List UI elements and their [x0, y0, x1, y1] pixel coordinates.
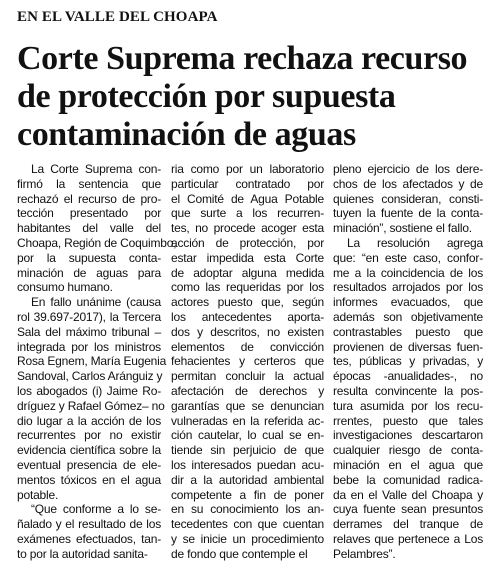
body-text-line: además son objetivamente	[333, 309, 483, 324]
body-text-line: Choapa, Región de Coquimbo,	[17, 235, 177, 250]
headline-line: de protección por supuesta	[17, 78, 396, 115]
body-text-line: permitan concluir la actual	[171, 369, 324, 384]
body-text-line: el Comité de Agua Potable	[171, 191, 324, 206]
body-text-line: pleno ejercicio de los dere-	[333, 162, 483, 176]
body-text-line: exámenes efectuados, tan-	[17, 531, 161, 546]
body-text-line: resultados arrojados por los	[333, 280, 483, 295]
body-text-line: derrames del tranque de	[333, 517, 483, 532]
body-text-line: rrentes, puesto que tales	[333, 413, 483, 428]
body-text-line: La Corte Suprema con-	[31, 162, 161, 176]
body-text-line: dir a la autoridad ambiental	[171, 472, 324, 487]
body-text-line: como las requeridas por los	[171, 280, 324, 295]
body-text-line: tuyen la fuente de la conta-	[333, 206, 483, 221]
body-text-line: Rosa Egnem, María Eugenia	[17, 354, 167, 369]
body-text-line: garantías que se denuncian	[171, 398, 324, 413]
body-text-line: ria como por un laboratorio	[171, 162, 324, 176]
body-text-line: habitantes del valle del	[17, 221, 161, 236]
body-text-line: que: “en este caso, confor-	[333, 250, 483, 265]
body-text-line: Sala del máximo tribunal –	[17, 324, 161, 339]
body-text-line: da en el Valle del Choapa y	[333, 487, 483, 502]
body-text-line: tes, no procede acoger esta	[171, 221, 324, 236]
section-kicker: EN EL VALLE DEL CHOAPA	[17, 9, 218, 25]
body-text-line: En fallo unánime (causa	[31, 295, 161, 310]
body-text-line: potable.	[17, 487, 59, 502]
body-text-line: competente a fin de poner	[171, 487, 324, 502]
body-text-line: “Que conforme a lo se-	[31, 502, 161, 517]
body-text-line: ción cautelar, lo cual se en-	[171, 428, 324, 443]
body-text-line: cualquier riesgo de conta-	[333, 443, 483, 458]
body-text-line: quienes consideran, consti-	[333, 191, 483, 206]
body-text-line: rol 39.697-2017), la Tercera	[17, 309, 161, 324]
body-text-line: los antecedentes aporta-	[171, 309, 324, 324]
body-text-line: vulneradas en la referida ac-	[171, 413, 324, 428]
body-text-line: tiende sin perjuicio de que	[171, 443, 324, 458]
body-text-line: investigaciones descartaron	[333, 428, 483, 443]
body-text-line: to por la autoridad sanita-	[17, 546, 148, 561]
body-text-line: elementos de convicción	[171, 339, 324, 354]
body-text-line: los interesados puedan acu-	[171, 457, 324, 472]
body-text-line: tecedentes con que cuentan	[171, 517, 324, 532]
headline	[17, 40, 482, 154]
body-text-line: particular contratado por	[171, 176, 324, 191]
body-text-line: recurrentes por no existir	[17, 428, 161, 443]
body-text-line: contrastables puesto que	[333, 324, 483, 339]
body-text-line: minación en el agua que	[333, 457, 483, 472]
body-text-line: que surte a los recurren-	[171, 206, 324, 221]
article-column-3	[333, 162, 483, 562]
body-text-line: actores puesto que, según	[171, 295, 324, 310]
body-text-line: épocas -anualidades-, no	[333, 369, 483, 384]
body-text-line: minación de aguas para	[17, 265, 161, 280]
body-text-line: afectación de derechos y	[171, 383, 324, 398]
body-text-line: cuya fuente sean presuntos	[333, 502, 483, 517]
body-text-line: integrada por los ministros	[17, 339, 161, 354]
body-text-line: informes evacuados, que	[333, 295, 483, 310]
body-text-line: evidencia científica sobre la	[17, 443, 161, 458]
body-text-line: bebe la comunidad radica-	[333, 472, 483, 487]
body-text-line: resulta convincente la pos-	[333, 383, 483, 398]
body-text-line: de adoptar alguna medida	[171, 265, 324, 280]
body-text-line: La resolución agrega	[347, 235, 483, 250]
body-text-line: tes, públicas y privadas, y	[333, 354, 483, 369]
body-text-line: por la supuesta conta-	[17, 250, 161, 265]
body-text-line: chos de los afectados y de	[333, 176, 483, 191]
body-text-line: consumo humano.	[17, 280, 113, 295]
body-text-line: fehacientes y certeros que	[171, 354, 324, 369]
body-text-line: minación”, sostiene el fallo.	[333, 221, 472, 236]
body-text-line: tura asumida por los recu-	[333, 398, 483, 413]
headline-line: contaminación de aguas	[17, 116, 356, 153]
body-text-line: acción de protección, por	[171, 235, 324, 250]
body-text-line: de fondo que contemple el	[171, 546, 308, 561]
body-text-line: firmó la sentencia que	[17, 176, 161, 191]
body-text-line: y se inicie un procedimiento	[171, 531, 324, 546]
body-text-line: dio lugar a la acción de los	[17, 413, 161, 428]
article-column-2	[171, 162, 324, 562]
body-text-line: eventual presencia de ele-	[17, 457, 161, 472]
body-text-line: los abogados (i) Jaime Ro-	[17, 383, 161, 398]
body-text-line: Sandoval, Carlos Aránguiz y	[17, 369, 163, 384]
headline-line: Corte Suprema rechaza recurso	[17, 40, 468, 77]
body-text-line: Pelambres”.	[333, 546, 396, 561]
article-column-1	[17, 162, 177, 562]
body-text-line: dríguez y Rafael Gómez– no	[17, 398, 165, 413]
body-text-line: en su conocimiento los an-	[171, 502, 324, 517]
body-text-line: tección presentado por	[17, 206, 161, 221]
body-text-line: relaves que pertenece a Los	[333, 531, 483, 546]
body-text-line: rechazó el recurso de pro-	[17, 191, 161, 206]
body-text-line: estar impedida esta Corte	[171, 250, 324, 265]
body-text-line: ñalado y el resultado de los	[17, 517, 161, 532]
body-text-line: dos y descritos, no existen	[171, 324, 324, 339]
body-text-line: mentos tóxicos en el agua	[17, 472, 161, 487]
body-text-line: me a la coincidencia de los	[333, 265, 483, 280]
body-text-line: provienen de diversas fuen-	[333, 339, 483, 354]
